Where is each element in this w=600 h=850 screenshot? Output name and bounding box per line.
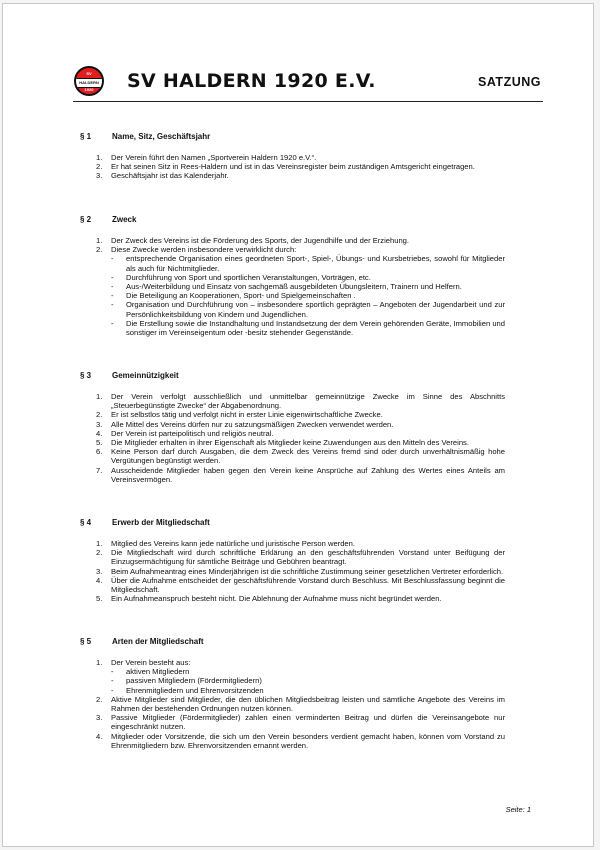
section-title: Arten der Mitgliedschaft <box>112 637 204 646</box>
list-item <box>96 429 505 438</box>
section-number: § 5 <box>80 637 92 646</box>
list-item <box>96 695 505 713</box>
list-item <box>96 548 505 566</box>
sub-item <box>111 676 505 685</box>
section-title: Name, Sitz, Geschäftsjahr <box>112 132 211 141</box>
item-text: Alle Mittel des Vereins dürfen nur zu satzungsmäßigen Zwecken verwendet werden. <box>111 419 394 429</box>
logo-top-text: SV <box>86 71 92 76</box>
item-text: Mitglied des Vereins kann jede natürliche und juristische Person werden. <box>111 539 355 548</box>
list-item <box>96 420 505 429</box>
page-header <box>3 4 593 104</box>
list-item <box>96 447 505 465</box>
sub-item-text: Ehrenmitgliedern und Ehrenvorsitzenden <box>126 685 264 695</box>
sub-item-text: Organisation und Durchführung von – insbesondere sportlich geprägten – Angeboten der Jugendarbeit und zur Persönlichkeitsbildung von Kindern und Jugendlichen. <box>126 300 505 319</box>
sub-item <box>111 291 505 300</box>
item-number: 1. <box>96 236 103 245</box>
section-items <box>96 658 505 750</box>
section-number: § 2 <box>80 215 92 224</box>
item-text: Beim Aufnahmeantrag eines Minderjährigen ist die schriftliche Zustimmung seiner gesetzlichen Vertreter erforderlich. <box>111 566 504 576</box>
list-item <box>96 594 505 603</box>
item-number: 1. <box>96 539 103 548</box>
list-item <box>96 236 505 245</box>
dash-bullet-icon: - <box>111 282 114 292</box>
section-title: Zweck <box>112 215 137 224</box>
section-number: § 1 <box>80 132 92 141</box>
list-item <box>96 438 505 447</box>
item-text: Der Verein besteht aus: <box>111 658 191 667</box>
item-number: 1. <box>96 392 103 401</box>
item-number: 3. <box>96 419 103 429</box>
list-item <box>96 732 505 750</box>
club-name: SV HALDERN 1920 E.V. <box>127 70 376 92</box>
sub-item-text: Die Beteiligung an Kooperationen, Sport- und Spielgemeinschaften . <box>126 291 356 301</box>
sub-item <box>111 300 505 318</box>
item-number: 3. <box>96 566 103 576</box>
item-number: 2. <box>96 548 103 558</box>
item-text: Über die Aufnahme entscheidet der geschäftsführende Vorstand durch Beschluss. Mit Beschlussfassung beginnt die Mitgliedschaft. <box>111 575 505 595</box>
section-number: § 3 <box>80 371 92 380</box>
dash-bullet-icon: - <box>111 318 114 328</box>
list-item <box>96 466 505 484</box>
document-page <box>2 3 594 847</box>
list-item <box>96 245 505 337</box>
club-logo <box>74 66 104 96</box>
item-number: 2. <box>96 410 103 420</box>
list-item <box>96 392 505 410</box>
item-number: 2. <box>96 694 103 704</box>
item-text: Geschäftsjahr ist das Kalenderjahr. <box>111 171 229 181</box>
item-number: 1. <box>96 153 103 162</box>
document-type: SATZUNG <box>478 75 541 89</box>
item-text: Der Zweck des Vereins ist die Förderung des Sports, der Jugendhilfe und der Erziehung. <box>111 236 410 245</box>
item-text: Ausscheidende Mitglieder haben gegen den Verein keine Ansprüche auf Zahlung des Wertes eines Anteils am Vereinsvermögen. <box>111 465 505 484</box>
item-text: Mitglieder oder Vorsitzende, die sich um den Verein besonders verdient gemacht haben, können vom Vorstand zu Ehrenmitgliedern bzw. Ehrenvorsitzenden ernannt werden. <box>111 731 505 750</box>
item-text: Keine Person darf durch Ausgaben, die dem Zweck des Vereins fremd sind oder durch unverhältnismäßig hohe Vergütungen begünstigt werden. <box>111 447 505 466</box>
sub-item-text: Aus-/Weiterbildung und Einsatz von sachgemäß ausgebildeten Übungsleitern, Trainern und Helfern. <box>126 282 462 292</box>
header-divider <box>73 101 543 102</box>
list-item <box>96 539 505 548</box>
section-items <box>96 153 505 181</box>
item-number: 4. <box>96 428 103 438</box>
logo-bottom-text: 1920 <box>84 87 94 92</box>
dash-bullet-icon: - <box>111 667 114 677</box>
dash-bullet-icon: - <box>111 676 114 686</box>
sub-item <box>111 273 505 282</box>
item-number: 2. <box>96 245 103 255</box>
dash-bullet-icon: - <box>111 254 114 264</box>
sub-item <box>111 254 505 272</box>
page-number: Seite: 1 <box>505 805 531 814</box>
section-items <box>96 236 505 337</box>
item-text: Der Verein führt den Namen „Sportverein Haldern 1920 e.V.“. <box>111 153 317 162</box>
sub-item-text: entsprechende Organisation eines geordneten Sport-, Spiel-, Übungs- und Kursbetriebes, sowohl für Mitglieder als auch für Nichtmitglieder. <box>126 254 505 273</box>
dash-bullet-icon: - <box>111 291 114 301</box>
item-number: 6. <box>96 447 103 457</box>
item-text: Er ist selbstlos tätig und verfolgt nicht in erster Linie eigenwirtschaftliche Zwecke. <box>111 410 383 420</box>
list-item <box>96 162 505 171</box>
list-item <box>96 171 505 180</box>
dash-bullet-icon: - <box>111 685 114 695</box>
list-item <box>96 576 505 594</box>
item-number: 4. <box>96 575 103 585</box>
item-text: Diese Zwecke werden insbesondere verwirklicht durch: <box>111 245 297 255</box>
item-text: Die Mitglieder erhalten in ihrer Eigenschaft als Mitglieder keine Zuwendungen aus den Mitteln des Vereins. <box>111 438 469 448</box>
section-items <box>96 392 505 484</box>
logo-band-text: HALDERN <box>76 78 102 88</box>
item-number: 4. <box>96 731 103 741</box>
list-item <box>96 153 505 162</box>
section-title: Gemeinnützigkeit <box>112 371 179 380</box>
dash-bullet-icon: - <box>111 272 114 282</box>
item-text: Der Verein ist parteipolitisch und religiös neutral. <box>111 428 274 438</box>
sub-item-text: aktiven Mitgliedern <box>126 667 190 677</box>
item-number: 5. <box>96 594 103 604</box>
item-text: Die Mitgliedschaft wird durch schriftliche Erklärung an den geschäftsführenden Vorstand unter Beifügung der Einzugsermächtigung für sämtliche Beiträge und Gebühren beantragt. <box>111 548 505 567</box>
item-number: 7. <box>96 465 103 475</box>
item-text: Passive Mitglieder (Fördermitglieder) zahlen einen verminderten Beitrag und dürfen die Vereinsangebote nur eingeschränkt nutzen. <box>111 713 505 732</box>
item-number: 3. <box>96 713 103 723</box>
sub-item <box>111 686 505 695</box>
item-number: 5. <box>96 438 103 448</box>
item-number: 1. <box>96 658 103 667</box>
item-text: Er hat seinen Sitz in Rees-Haldern und ist in das Vereinsregister beim zuständigen Amtsgericht eingetragen. <box>111 162 475 172</box>
sub-item-text: passiven Mitgliedern (Fördermitgliedern) <box>126 676 262 686</box>
section-title: Erwerb der Mitgliedschaft <box>112 518 210 527</box>
item-text: Ein Aufnahmeanspruch besteht nicht. Die Ablehnung der Aufnahme muss nicht begründet werden. <box>111 594 442 604</box>
sub-item <box>111 282 505 291</box>
sub-item-text: Die Erstellung sowie die Instandhaltung und Instandsetzung der dem Verein gehörenden Geräte, Immobilien und sonstiger im Vereinseigentum oder -besitz stehender Gegenstände. <box>126 318 505 338</box>
list-item <box>96 713 505 731</box>
item-number: 2. <box>96 162 103 172</box>
list-item <box>96 658 505 695</box>
section-number: § 4 <box>80 518 92 527</box>
dash-bullet-icon: - <box>111 300 114 310</box>
list-item <box>96 410 505 419</box>
sub-item-text: Durchführung von Sport und sportlichen Veranstaltungen, Vorträgen, etc. <box>126 272 371 282</box>
sub-item <box>111 667 505 676</box>
item-number: 3. <box>96 171 103 181</box>
item-text: Der Verein verfolgt ausschließlich und unmittelbar gemeinnützige Zwecke im Sinne des Abschnitts „Steuerbegünstigte Zwecke“ der Abgabenordnung. <box>111 392 505 411</box>
list-item <box>96 567 505 576</box>
sub-item <box>111 319 505 337</box>
section-items <box>96 539 505 603</box>
item-text: Aktive Mitglieder sind Mitglieder, die den üblichen Mitgliedsbeitrag leisten und sämtliche Angebote des Vereins im Rahmen der bestehenden Ordnungen nutzen können. <box>111 694 505 714</box>
